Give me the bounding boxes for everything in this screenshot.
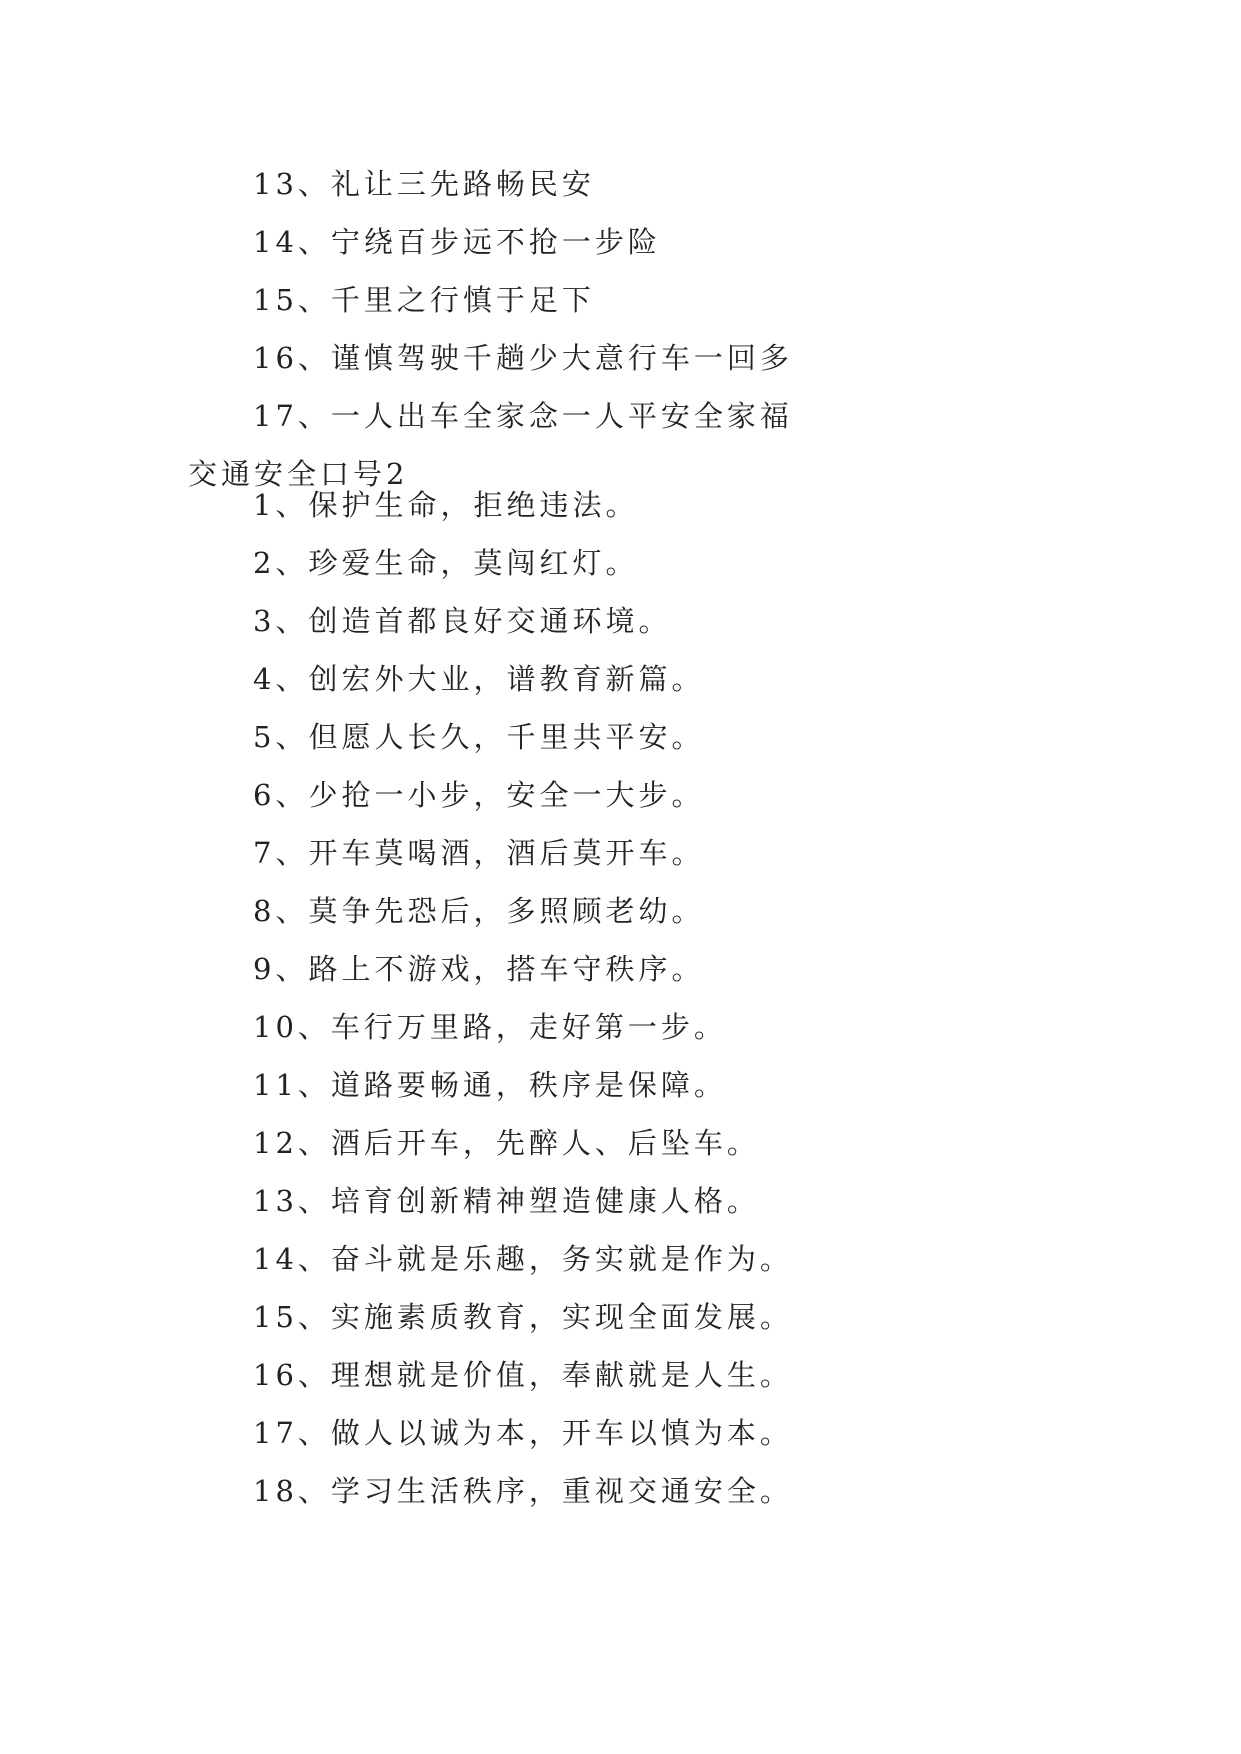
section-heading: 交通安全口号2 <box>188 457 409 491</box>
list-item: 1、保护生命，拒绝违法。 <box>253 488 639 522</box>
list-item: 4、创宏外大业，谱教育新篇。 <box>253 662 705 696</box>
list-item: 17、做人以诚为本，开车以慎为本。 <box>253 1416 793 1450</box>
list-item: 9、路上不游戏，搭车守秩序。 <box>253 952 705 986</box>
list-item: 7、开车莫喝酒，酒后莫开车。 <box>253 836 705 870</box>
list-item: 6、少抢一小步，安全一大步。 <box>253 778 705 812</box>
list-item: 16、谨慎驾驶千趟少大意行车一回多 <box>253 341 793 375</box>
list-item: 15、千里之行慎于足下 <box>253 283 595 317</box>
slogan-list-2 <box>0 476 1241 1520</box>
list-item: 10、车行万里路，走好第一步。 <box>253 1010 727 1044</box>
list-item: 12、酒后开车，先醉人、后坠车。 <box>253 1126 760 1160</box>
list-item: 14、奋斗就是乐趣，务实就是作为。 <box>253 1242 793 1276</box>
list-item: 14、宁绕百步远不抢一步险 <box>253 225 661 259</box>
list-item: 13、培育创新精神塑造健康人格。 <box>253 1184 760 1218</box>
list-item: 18、学习生活秩序，重视交通安全。 <box>253 1474 793 1508</box>
list-item: 13、礼让三先路畅民安 <box>253 167 595 201</box>
slogan-list-1 <box>0 155 1241 503</box>
list-item: 8、莫争先恐后，多照顾老幼。 <box>253 894 705 928</box>
list-item: 3、创造首都良好交通环境。 <box>253 604 672 638</box>
list-item: 16、理想就是价值，奉献就是人生。 <box>253 1358 793 1392</box>
list-item: 11、道路要畅通，秩序是保障。 <box>253 1068 727 1102</box>
list-item: 15、实施素质教育，实现全面发展。 <box>253 1300 793 1334</box>
list-item: 17、一人出车全家念一人平安全家福 <box>253 399 793 433</box>
list-item: 2、珍爱生命，莫闯红灯。 <box>253 546 639 580</box>
list-item: 5、但愿人长久，千里共平安。 <box>253 720 705 754</box>
